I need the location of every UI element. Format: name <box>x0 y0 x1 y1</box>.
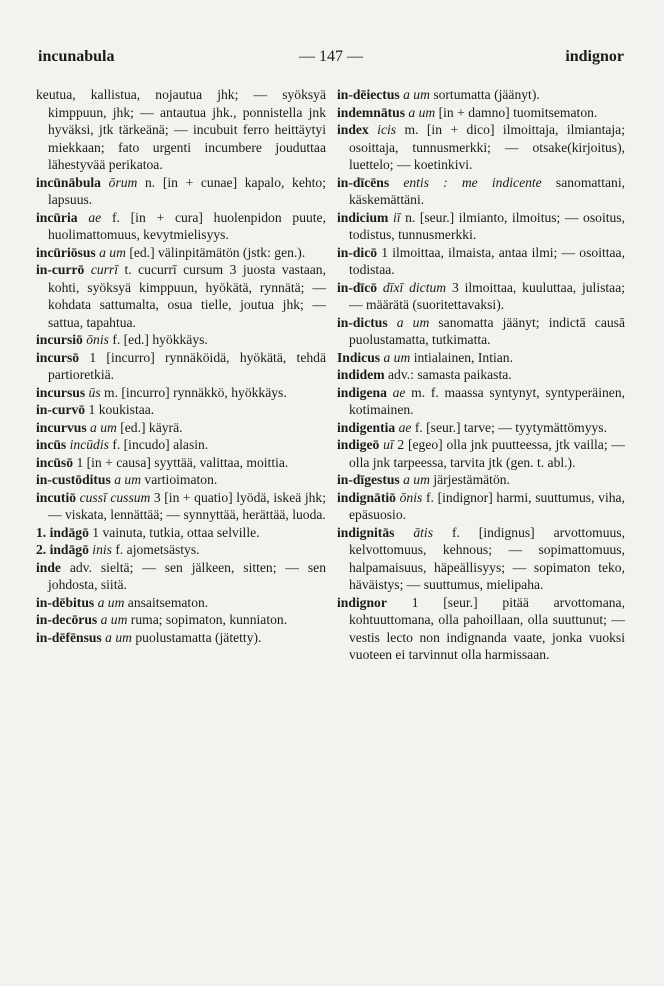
entry-headword: incursō <box>36 349 80 365</box>
entry-headword: incursiō <box>36 332 83 347</box>
dictionary-entry <box>36 629 326 647</box>
dictionary-entry <box>337 279 625 314</box>
entry-headword: indignitās <box>337 524 395 540</box>
entry-headword: in-dēiectus <box>337 87 400 102</box>
entry-grammar: a um <box>383 349 411 365</box>
dictionary-entry <box>36 209 326 244</box>
entry-definition: m. [in + dico] ilmoittaja, ilmiantaja; osoittaja, tunnusmerkki; — otsake(kirjoitus), luettelo; — koetinkivi. <box>349 122 625 172</box>
right-column <box>337 86 625 664</box>
dictionary-entry <box>36 594 326 612</box>
entry-headword: in-dictus <box>337 314 388 330</box>
entry-headword: indigentia <box>337 419 396 435</box>
entry-definition: f. [indignor] harmi, suuttumus, viha, epäsuosio. <box>349 489 625 522</box>
entry-grammar: ae <box>392 384 406 400</box>
entry-definition: 3 [in + quatio] lyödä, iskeä jhk; — viskata, lennättää; — synnyttää, herättää, luoda. <box>48 489 326 522</box>
entry-headword: in-custōditus <box>36 472 111 487</box>
entry-headword: indemnātus <box>337 104 405 120</box>
entry-grammar: a um <box>97 594 125 610</box>
entry-grammar: incūdis <box>69 437 109 452</box>
dictionary-entry <box>337 104 625 122</box>
entry-grammar: icis <box>377 122 397 137</box>
entry-definition: 1 [seur.] pitää arvottomana, kohtuuttomana, olla pahoillaan, olla suuttunut; — vestis lecto non indignanda vaate, jonka vuoksi vuoteen ei tarvinnut olla harmissaan. <box>349 594 625 662</box>
entry-headword: in-dīcō <box>337 279 378 295</box>
entry-definition: sanomatta jäänyt; indictā causā puolustamatta, tutkimatta. <box>349 314 625 347</box>
entry-headword: incūs <box>36 437 67 452</box>
dictionary-entry <box>36 611 326 629</box>
entry-headword: inde <box>36 559 61 575</box>
dictionary-entry <box>337 419 625 437</box>
entry-definition: 1 vainuta, tutkia, ottaa selville. <box>92 524 260 540</box>
entry-headword: incūria <box>36 209 78 225</box>
entry-headword: in-dīgestus <box>337 472 400 487</box>
dictionary-entry <box>36 419 326 437</box>
entry-headword: in-dīcēns <box>337 174 390 190</box>
dictionary-entry <box>337 121 625 174</box>
dictionary-entry <box>337 86 625 104</box>
dictionary-entry <box>36 541 326 559</box>
entry-headword: indignātiō <box>337 489 396 505</box>
entry-definition: adv. sieltä; — sen jälkeen, sitten; — sen johdosta, siitä. <box>48 559 327 592</box>
dictionary-entry <box>337 174 625 209</box>
entry-headword: in-currō <box>36 262 85 277</box>
entry-definition: vartioimaton. <box>144 472 218 487</box>
entry-grammar: dīxī dictum <box>382 279 447 295</box>
dictionary-entry <box>36 86 326 174</box>
dictionary-entry <box>36 349 326 384</box>
entry-grammar: ōnis <box>399 489 423 505</box>
dictionary-entry <box>36 331 326 349</box>
entry-grammar: a um <box>396 314 430 330</box>
entry-headword: in-dicō <box>337 244 378 260</box>
entry-definition: m. [incurro] rynnäkkö, hyökkäys. <box>104 384 287 400</box>
entry-definition: f. [in + cura] huolenpidon puute, huolimattomuus, kevytmielisyys. <box>48 209 326 242</box>
entry-grammar: a um <box>90 419 117 435</box>
entry-grammar: cussī cussum <box>79 489 151 505</box>
entry-definition: [ed.] välinpitämätön (jstk: gen.). <box>129 244 306 260</box>
entry-definition: 1 [in + causa] syyttää, valittaa, moittia. <box>76 454 289 470</box>
entry-definition: ruma; sopimaton, kunniaton. <box>130 612 288 627</box>
dictionary-entry <box>36 436 326 454</box>
entry-headword: incūnābula <box>36 174 101 190</box>
entry-headword: in-dēfēnsus <box>36 629 102 645</box>
dictionary-entry <box>337 436 625 471</box>
entry-headword: in-decōrus <box>36 612 98 627</box>
entry-definition: t. cucurrī cursum 3 juosta vastaan, kohti, syöksyä kimppuun, hyökätä, rynnätä; — kohdata sattumalta, osua tielle, joutua jhk; — sattua, tapahtua. <box>48 262 326 330</box>
left-guide-word: incunabula <box>38 48 115 65</box>
entry-grammar: a um <box>408 104 436 120</box>
entry-definition: f. [incudo] alasin. <box>112 437 209 452</box>
entry-headword: in-curvō <box>36 402 86 417</box>
dictionary-entry <box>337 471 625 489</box>
entry-definition: intialainen, Intian. <box>413 349 513 365</box>
entry-definition: 2 [egeo] olla jnk puutteessa, jtk vailla; — olla jnk tarpeessa, tarvita jtk (gen. t. abl.). <box>349 437 625 470</box>
entry-definition: f. [seur.] tarve; — tyytymättömyys. <box>414 419 607 435</box>
entry-definition: 1 koukistaa. <box>88 402 155 417</box>
entry-definition: 1 ilmoittaa, ilmaista, antaa ilmi; — osoittaa, todistaa. <box>349 244 625 277</box>
entry-definition: n. [seur.] ilmianto, ilmoitus; — osoitus, todistus, tunnusmerkki. <box>349 209 625 242</box>
page-number: — 147 — <box>299 48 363 65</box>
entry-definition: 1 [incurro] rynnäköidä, hyökätä, tehdä partioretkiä. <box>48 349 326 382</box>
entry-definition: [in + damno] tuomitsematon. <box>438 104 598 120</box>
dictionary-entry <box>337 384 625 419</box>
entry-definition: sanomattani, käskemättäni. <box>349 174 625 207</box>
entry-grammar: iī <box>392 209 401 225</box>
entry-definition: 3 ilmoittaa, kuuluttaa, julistaa; — määrätä (suoritettavaksi). <box>349 279 626 312</box>
dictionary-entry <box>36 471 326 489</box>
dictionary-entry <box>36 244 326 262</box>
entry-headword: 2. indāgō <box>36 542 89 557</box>
entry-headword: index <box>337 122 369 137</box>
entry-definition: f. [indignus] arvottomuus, kelvottomuus, kehnous; — sopimattomuus, halpamaisuus, häpeällisyys; — sopimaton teko, häväistys; — suuttumus, mielipaha. <box>349 524 625 592</box>
entry-grammar: a um <box>105 629 132 645</box>
dictionary-entry <box>337 489 625 524</box>
dictionary-entry <box>36 384 326 402</box>
entry-headword: indigena <box>337 384 387 400</box>
dictionary-entry <box>337 314 625 349</box>
dictionary-entry <box>36 454 326 472</box>
dictionary-entry <box>36 559 326 594</box>
entry-definition: adv.: samasta paikasta. <box>388 367 512 382</box>
entry-headword: in-dēbitus <box>36 594 95 610</box>
entry-grammar: a um <box>403 472 430 487</box>
entry-headword: indignor <box>337 594 387 610</box>
entry-headword: 1. indāgō <box>36 524 89 540</box>
dictionary-entry <box>36 401 326 419</box>
entry-grammar: ōrum <box>108 174 138 190</box>
entry-grammar: ūs <box>88 384 101 400</box>
page-header <box>38 48 624 72</box>
entry-definition: ansaitsematon. <box>127 594 209 610</box>
right-guide-word: indignor <box>565 48 624 65</box>
dictionary-entry <box>337 524 625 594</box>
entry-grammar: ōnis <box>86 332 109 347</box>
entry-grammar: a um <box>114 472 142 487</box>
dictionary-entry <box>337 366 625 384</box>
entry-definition: järjestämätön. <box>433 472 510 487</box>
entry-headword: indigeō <box>337 437 380 452</box>
entry-definition: [ed.] käyrä. <box>120 419 183 435</box>
entry-grammar: a um <box>100 612 128 627</box>
entry-headword: incurvus <box>36 419 87 435</box>
entry-headword: indicium <box>337 209 389 225</box>
dictionary-entry <box>337 594 625 664</box>
entry-headword: incūsō <box>36 454 74 470</box>
entry-definition: keutua, kallistua, nojautua jhk; — syöksyä kimppuun, jhk; — antautua jhk., ponnistella jnk hyväksi, jtk tärkeänä; — incubuit ferro heittäytyi miekkaan; fato urgenti incumbere jouduttaa lähestyvää perikatoa. <box>36 87 326 172</box>
entry-grammar: ae <box>88 209 102 225</box>
entry-definition: m. f. maassa syntynyt, syntyperäinen, kotimainen. <box>349 384 626 417</box>
entry-grammar: uī <box>383 437 394 452</box>
entry-headword: Indicus <box>337 349 381 365</box>
dictionary-entry <box>36 489 326 524</box>
entry-definition: sortumatta (jäänyt). <box>433 87 540 102</box>
entry-grammar: currī <box>90 262 118 277</box>
entry-definition: f. [ed.] hyökkäys. <box>112 332 208 347</box>
entry-grammar: ae <box>398 419 412 435</box>
entry-grammar: ātis <box>413 524 433 540</box>
dictionary-entry <box>36 174 326 209</box>
left-column <box>36 86 326 646</box>
dictionary-entry <box>36 524 326 542</box>
entry-headword: incūriōsus <box>36 244 96 260</box>
entry-grammar: entis : me indicente <box>403 174 542 190</box>
entry-headword: incutiō <box>36 489 77 505</box>
entry-grammar: a um <box>403 87 430 102</box>
dictionary-entry <box>36 261 326 331</box>
entry-headword: indidem <box>337 367 385 382</box>
entry-definition: puolustamatta (jätetty). <box>135 629 262 645</box>
entry-grammar: inis <box>92 542 112 557</box>
entry-definition: f. ajometsästys. <box>115 542 200 557</box>
entry-grammar: a um <box>99 244 126 260</box>
entry-definition: n. [in + cunae] kapalo, kehto; lapsuus. <box>48 174 327 207</box>
dictionary-entry <box>337 244 625 279</box>
entry-headword: incursus <box>36 384 86 400</box>
dictionary-entry <box>337 209 625 244</box>
dictionary-entry <box>337 349 625 367</box>
